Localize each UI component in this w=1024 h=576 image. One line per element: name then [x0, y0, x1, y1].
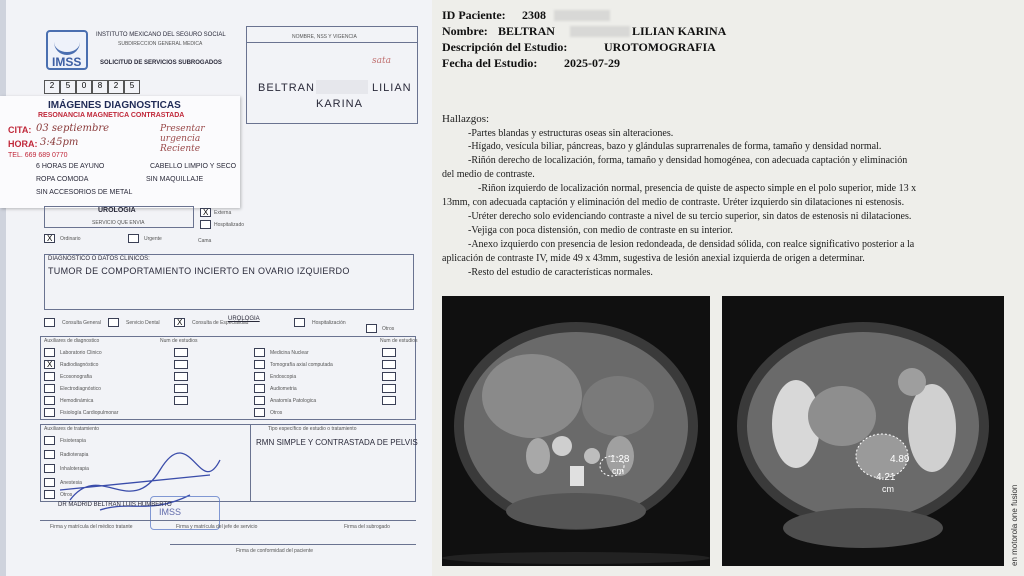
especialidad-label: Consulta de Especialidad	[192, 320, 249, 326]
aux-right-checkbox[interactable]	[254, 372, 265, 381]
aux-diag-box	[40, 336, 416, 420]
finding-line: del medio de contraste.	[442, 169, 535, 180]
urgente-label: Urgente	[144, 236, 162, 242]
ct-scan-abdomen	[442, 296, 710, 566]
presentar-note-1: Presentar	[160, 124, 205, 134]
consulta-general-label: Consulta General	[62, 320, 101, 326]
date-value: 2025-07-29	[564, 56, 620, 70]
service-label: SERVICIO QUE ENVIA	[92, 220, 145, 226]
scan1-measure: 1.28	[610, 454, 630, 465]
hora-label: HORA:	[8, 139, 38, 149]
hosp2-checkbox[interactable]	[294, 318, 305, 327]
study-label: Descripción del Estudio:	[442, 40, 568, 54]
divider	[170, 544, 416, 545]
doctor-name: DR MADRID BELTRAN LUIS HUMBERTO	[58, 502, 172, 508]
count-box[interactable]	[382, 360, 396, 369]
estudio-header: Tipo específico de estudio o tratamiento	[268, 426, 357, 432]
aux-left-checkbox[interactable]	[44, 396, 55, 405]
finding-line: -Hígado, vesícula biliar, páncreas, bazo y glándulas suprarrenales de forma, tamaño y densidad normal.	[468, 141, 882, 152]
otros-label: Otros	[382, 326, 395, 332]
id-label: ID Paciente:	[442, 8, 506, 22]
finding-line: -Uréter derecho solo evidenciando contraste a nivel de su tercio superior, sin datos de estenosis ni dilataciones.	[468, 211, 912, 222]
aux-right-label: Audiometria	[270, 386, 297, 392]
aux-right-label: Endoscopia	[270, 374, 297, 380]
aux-left-label: Fisiología Cardiopulmonar	[60, 410, 119, 416]
patient-name-line1b: LILIAN	[372, 82, 412, 94]
num-estudios-right: Num de estudios	[380, 338, 418, 344]
divider	[40, 520, 416, 521]
trat-label: Anestesia	[60, 480, 82, 486]
findings-title: Hallazgos:	[442, 113, 490, 125]
stamp-text: IMSS	[159, 507, 182, 517]
finding-line: -Partes blandas y estructuras oseas sin alteraciones.	[468, 128, 674, 139]
dental-checkbox[interactable]	[108, 318, 119, 327]
aux-right-label: Tomografía axial computada	[270, 362, 333, 368]
aux-left-checkbox[interactable]: X	[44, 360, 55, 369]
especialidad-value: UROLOGIA	[228, 316, 260, 322]
phone: TEL. 669 689 0770	[8, 152, 68, 159]
firma-jefe: Firma y matrícula del jefe de servicio	[176, 524, 258, 530]
scan2-measure-2: 4.21	[876, 472, 896, 483]
estudio-value: RMN SIMPLE Y CONTRASTADA DE PELVIS	[256, 438, 418, 447]
date-digit: 5	[60, 80, 76, 94]
note-title: IMÁGENES DIAGNOSTICAS	[48, 100, 181, 111]
logo-text: IMSS	[52, 55, 82, 69]
aux-left-checkbox[interactable]	[44, 384, 55, 393]
trat-label: Inhaloterapia	[60, 466, 89, 472]
ordinario-checkbox[interactable]: X	[44, 234, 55, 243]
externa-label: Externa	[214, 210, 232, 216]
date-digit: 8	[92, 80, 108, 94]
ordinario-label: Ordinario	[60, 236, 81, 242]
aux-left-label: Ecosonografia	[60, 374, 92, 380]
dental-label: Servicio Dental	[126, 320, 160, 326]
count-box[interactable]	[382, 348, 396, 357]
finding-line: aplicación de contraste IV, mide 49 x 43mm, sugestiva de lesión anexial izquierda de origen a determinar.	[442, 253, 865, 264]
form-title: SOLICITUD DE SERVICIOS SUBROGADOS	[100, 60, 222, 66]
urgente-checkbox[interactable]	[128, 234, 139, 243]
hosp-label: Hospitalizado	[214, 222, 245, 228]
cita-value: 03 septiembre	[36, 123, 110, 134]
hosp-checkbox[interactable]	[200, 220, 211, 229]
trat-header: Auxiliares de tratamiento	[44, 426, 100, 432]
count-box[interactable]	[382, 384, 396, 393]
id-value: 2308	[522, 8, 546, 22]
date-digit: 2	[44, 80, 60, 94]
pink-note: sata	[372, 56, 391, 66]
aux-left-label: Radiodiagnóstico	[60, 362, 99, 368]
otros-checkbox[interactable]	[366, 324, 377, 333]
aux-right-checkbox[interactable]	[254, 408, 265, 417]
date-digit: 0	[76, 80, 92, 94]
finding-line: -Riñón derecho de localización, forma, tamaño y densidad homogénea, con adecuada captación y eliminación	[468, 155, 908, 166]
date-boxes	[44, 80, 140, 94]
cita-label: CITA:	[8, 125, 32, 135]
eagle-icon	[54, 35, 80, 55]
diagnosis-header: DIAGNOSTICO O DATOS CLINICOS:	[48, 256, 150, 262]
especialidad-checkbox[interactable]: X	[174, 318, 185, 327]
watermark: en motorola one fusion	[1010, 484, 1019, 566]
aux-right-checkbox[interactable]	[254, 348, 265, 357]
firma-medico: Firma y matrícula del médico tratante	[50, 524, 133, 530]
date-digit: 5	[124, 80, 140, 94]
finding-line: -Anexo izquierdo con presencia de lesion redondeada, de densidad sólida, con realce significativo posterior a la	[468, 239, 915, 250]
ct-scan-abdomen-image	[442, 296, 710, 566]
count-box[interactable]	[174, 384, 188, 393]
instruction-1: 6 HORAS DE AYUNO	[36, 163, 105, 170]
aux-left-label: Hemodinámica	[60, 398, 94, 404]
aux-right-checkbox[interactable]	[254, 360, 265, 369]
aux-right-label: Otros	[270, 410, 283, 416]
firma-subrogado: Firma del subrogado	[344, 524, 390, 530]
cama-label: Cama	[198, 238, 212, 244]
divider	[246, 42, 418, 43]
aux-left-checkbox[interactable]	[44, 348, 55, 357]
subdirection: SUBDIRECCION GENERAL MEDICA	[118, 41, 203, 47]
diagnosis-box	[44, 254, 414, 310]
diagnosis-value: TUMOR DE COMPORTAMIENTO INCIERTO EN OVARIO IZQUIERDO	[48, 266, 350, 276]
hosp2-label: Hospitalización	[312, 320, 346, 326]
consulta-general-checkbox[interactable]	[44, 318, 55, 327]
instruction-3: ROPA COMODA	[36, 176, 89, 183]
patient-name-line1: BELTRAN	[258, 82, 315, 94]
trat-label: Otros	[60, 492, 73, 498]
count-box[interactable]	[174, 360, 188, 369]
ct-scan-pelvis	[722, 296, 1004, 566]
ct-scan-pelvis-image	[722, 296, 1004, 566]
study-value: UROTOMOGRAFIA	[604, 40, 716, 54]
ct-report-photo	[432, 0, 1024, 576]
referral-form-photo	[0, 0, 432, 576]
count-box[interactable]	[174, 348, 188, 357]
externa-checkbox[interactable]: X	[200, 208, 211, 217]
note-subtitle: RESONANCIA MAGNETICA CONTRASTADA	[38, 112, 185, 119]
scan2-measure-1: 4.89	[890, 454, 910, 465]
count-box[interactable]	[174, 372, 188, 381]
date-label: Fecha del Estudio:	[442, 56, 538, 70]
presentar-note-3: Reciente	[160, 144, 201, 154]
date-digit: 2	[108, 80, 124, 94]
nss-header: NOMBRE, NSS Y VIGENCIA	[292, 34, 357, 40]
aux-right-label: Anatomía Patologica	[270, 398, 317, 404]
hora-value: 3:45pm	[40, 137, 79, 148]
redaction	[316, 80, 368, 94]
trat-label: Fisioterapia	[60, 438, 86, 444]
aux-left-label: Laboratorio Clinico	[60, 350, 102, 356]
finding-line: -Vejiga con poca distensión, con medio de contraste en su interior.	[468, 225, 733, 236]
instruction-5: SIN ACCESORIOS DE METAL	[36, 189, 133, 196]
imss-logo	[46, 30, 88, 70]
patient-name-line2: KARINA	[316, 98, 363, 110]
name-value-b: LILIAN KARINA	[632, 24, 727, 38]
firma-paciente: Firma de conformidad del paciente	[236, 548, 313, 554]
name-label: Nombre:	[442, 24, 488, 38]
instruction-2: CABELLO LIMPIO Y SECO	[150, 163, 237, 170]
redaction	[570, 26, 630, 37]
name-value-a: BELTRAN	[498, 24, 555, 38]
count-box[interactable]	[382, 372, 396, 381]
trat-label: Radioterapia	[60, 452, 89, 458]
appointment-note	[0, 96, 240, 208]
redaction	[554, 10, 610, 21]
count-box[interactable]	[174, 396, 188, 405]
instruction-4: SIN MAQUILLAJE	[146, 176, 204, 183]
institution-name: INSTITUTO MEXICANO DEL SEGURO SOCIAL	[96, 32, 226, 38]
paper-edge	[0, 0, 6, 576]
aux-right-checkbox[interactable]	[254, 384, 265, 393]
finding-line: 13mm, con adecuada captación y eliminación del medio de contraste. Uréter izquierdo sin dilataciones ni estenosis.	[442, 197, 905, 208]
scan1-unit: cm	[612, 466, 624, 476]
num-estudios-left: Num de estudios	[160, 338, 198, 344]
scan2-unit: cm	[882, 484, 894, 494]
aux-left-checkbox[interactable]	[44, 372, 55, 381]
aux-left-checkbox[interactable]	[44, 408, 55, 417]
finding-line: -Riñon izquierdo de localización normal, presencia de quiste de aspecto simple en el polo superior, mide 13 x	[478, 183, 917, 194]
aux-right-label: Medicina Nuclear	[270, 350, 309, 356]
count-box[interactable]	[382, 396, 396, 405]
service-value: UROLOGIA	[98, 207, 136, 214]
aux-header: Auxiliares de diagnostico	[44, 338, 100, 344]
aux-right-checkbox[interactable]	[254, 396, 265, 405]
aux-left-label: Electrodiagnóstico	[60, 386, 101, 392]
divider	[250, 424, 251, 502]
presentar-note-2: urgencia	[160, 134, 201, 144]
finding-line: -Resto del estudio de características normales.	[468, 267, 653, 278]
